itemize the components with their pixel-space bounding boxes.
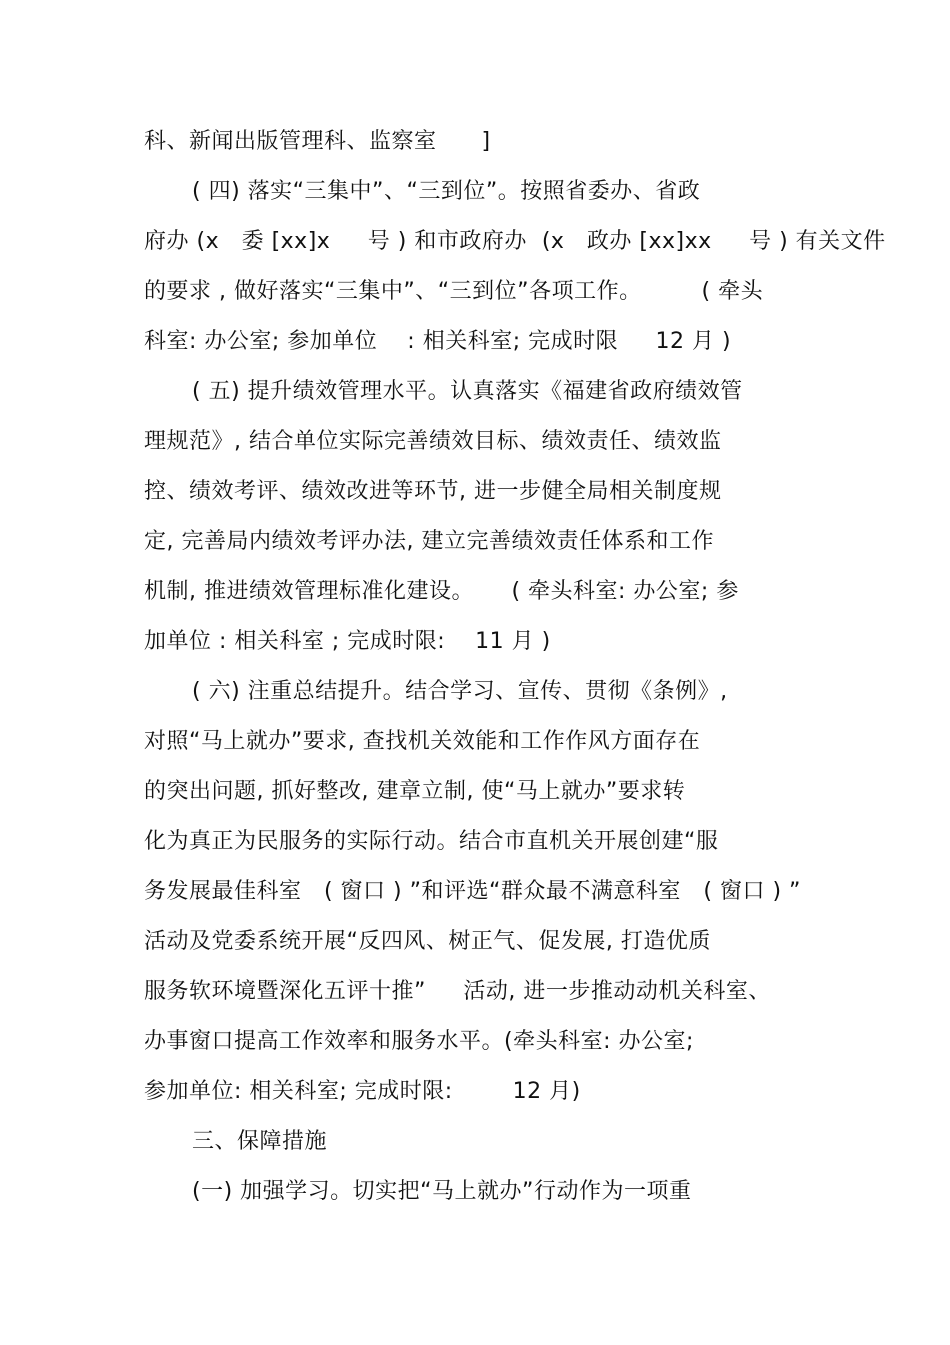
text-line: 定, 完善局内绩效考评办法, 建立完善绩效责任体系和工作 [144,529,714,554]
text-line: 加单位 : 相关科室 ; 完成时限: 11 月 ) [144,629,551,654]
text-line: 机制, 推进绩效管理标准化建设。 ( 牵头科室: 办公室; 参 [144,579,739,604]
section-heading-4: ( 四) 落实“三集中”、“三到位”。按照省委办、省政 [192,179,701,204]
text-line: 化为真正为民服务的实际行动。结合市直机关开展创建“服 [144,829,719,854]
text-line: 活动及党委系统开展“反四风、树正气、促发展, 打造优质 [144,929,711,954]
text-line: 控、绩效考评、绩效改进等环节, 进一步健全局相关制度规 [144,479,722,504]
text-line: 务发展最佳科室 ( 窗口 ) ”和评选“群众最不满意科室 ( 窗口 ) ” [144,879,801,904]
section-heading-1: (一) 加强学习。切实把“马上就办”行动作为一项重 [192,1179,692,1204]
text-line: 府办 (x 委 [xx]x 号 ) 和市政府办 (x 政办 [xx]xx 号 ) 有关文件 [144,229,886,254]
text-line: 的要求 , 做好落实“三集中”、“三到位”各项工作。 ( 牵头 [144,279,764,304]
section-heading-5: ( 五) 提升绩效管理水平。认真落实《福建省政府绩效管 [192,379,743,404]
text-line: 理规范》, 结合单位实际完善绩效目标、绩效责任、绩效监 [144,429,722,454]
text-line: 科、新闻出版管理科、监察室 ] [144,129,491,154]
section-heading-6: ( 六) 注重总结提升。结合学习、宣传、贯彻《条例》, [192,679,728,704]
text-line: 的突出问题, 抓好整改, 建章立制, 使“马上就办”要求转 [144,779,686,804]
text-line: 对照“马上就办”要求, 查找机关效能和工作作风方面存在 [144,729,701,754]
text-line: 服务软环境暨深化五评十推” 活动, 进一步推动动机关科室、 [144,979,771,1004]
text-line: 科室: 办公室; 参加单位 : 相关科室; 完成时限 12 月 ) [144,329,732,354]
section-title-measures: 三、保障措施 [192,1129,328,1154]
text-line: 办事窗口提高工作效率和服务水平。(牵头科室: 办公室; [144,1029,694,1054]
text-line: 参加单位: 相关科室; 完成时限: 12 月) [144,1079,581,1104]
